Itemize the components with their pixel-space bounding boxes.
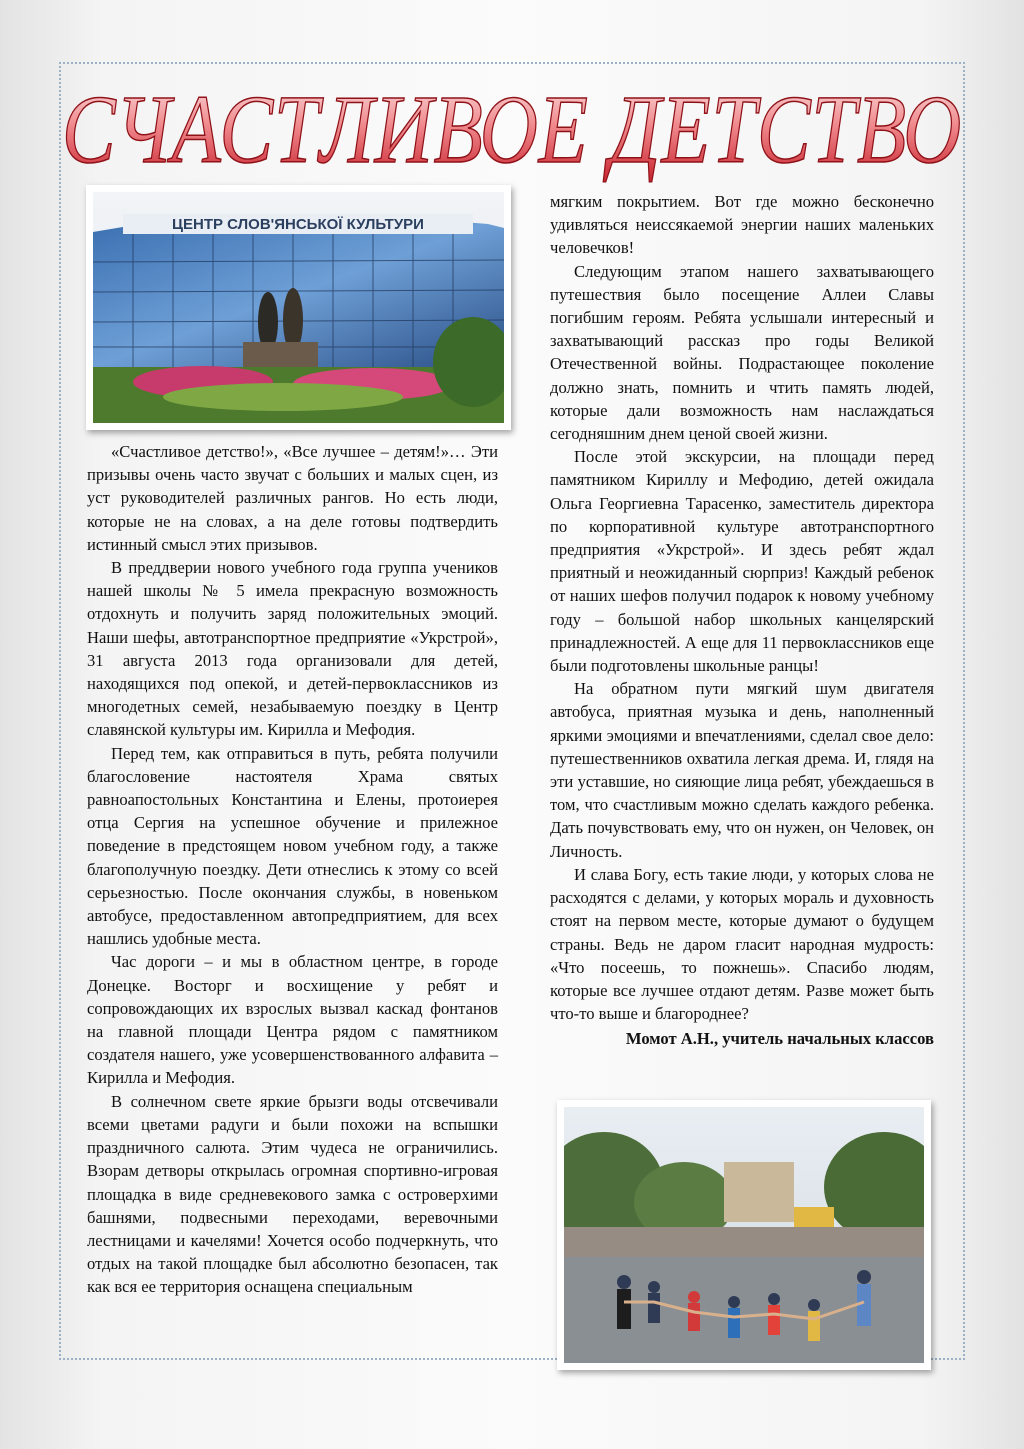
right-column — [550, 190, 934, 1051]
paragraph: В солнечном свете яркие брызги воды отсвечивали всеми цветами радуги и были похожи на вспышки праздничного салюта. Этим чудеса не ограничились. Взорам детворы открылась огромная спортивно-игровая площадка в виде средневекового замка с островерхими башнями, подвесными переходами, веревочными лестницами и качелями! Хочется особо подчеркнуть, что отдых на такой площадке был абсолютно безопасен, так как вся ее территория оснащена специальным — [87, 1091, 498, 1297]
paragraph: На обратном пути мягкий шум двигателя автобуса, приятная музыка и день, наполненный яркими эмоциями и впечатлениями, сделал свое дело: путешественников охватила легкая дрема. И, глядя на эти уставшие, но сияющие лица ребят, убеждаешься в том, что счастливым можно сделать каждого ребенка. Дать почувствовать ему, что он нужен, он Человек, он Личность. — [550, 679, 934, 861]
sign-text: ЦЕНТР СЛОВ'ЯНСЬКОЇ КУЛЬТУРИ — [172, 216, 424, 233]
left-column — [87, 440, 498, 1299]
paragraph: Час дороги – и мы в областном центре, в городе Донецке. Восторг и восхищение у ребят и сопровождающих их взрослых вызвал каскад фонтанов на главной площади Центра рядом с памятником создателя нашего, уже усовершенствованного алфавита – Кирилла и Мефодия. — [87, 952, 498, 1088]
title-text: СЧАСТЛИВОЕ ДЕТСТВО — [62, 76, 962, 184]
paragraph: После этой экскурсии, на площади перед памятником Кириллу и Мефодию, детей ожидала Ольга Георгиевна Тарасенко, заместитель директора по корпоративной культуре автотранспортного предприятия «Укрстрой». И здесь ребят ждал приятный и неожиданный сюрприз! Каждый ребенок от наших шефов получил подарок к новому учебному году – большой набор школьных канцелярский принадлежностей. А еще для 11 первоклассников еще были подготовлены школьные ранцы! — [550, 447, 934, 676]
paragraph: И слава Богу, есть такие люди, у которых слова не расходятся с делами, у которых мораль и духовность стоят на первом месте, которые думают о будущем страны. Ведь не даром гласит народная мудрость: «Что посеешь, то пожнешь». Спасибо людям, которые все лучшее отдают детям. Разве может быть что-то выше и благороднее? — [550, 864, 934, 1024]
photo-children-dancing — [557, 1100, 931, 1370]
paragraph: В преддверии нового учебного года группа учеников нашей школы № 5 имела прекрасную возможность отдохнуть и получить заряд положительных эмоций. Наши шефы, автотранспортное предприятие «Укрстрой», 31 августа 2013 года организовали для детей, находящихся под опекой, и детей-первоклассников из многодетных семей, незабываемую поездку в Центр славянской культуры им. Кирилла и Мефодия. — [87, 558, 498, 740]
paragraph: Перед тем, как отправиться в путь, ребята получили благословение настоятеля Храма святых равноапостольных Константина и Елены, протоиерея отца Сергия на успешное обучение и прилежное поведение в предстоящем новом учебном году, а также благополучную поездку. Дети отнеслись к этому со всей серьезностью. После окончания службы, в новеньком автобусе, предоставленном автопредприятием, для всех нашлись удобные места. — [87, 743, 498, 949]
signature: Момот А.Н., учитель начальных классов — [625, 1029, 934, 1049]
page-title — [0, 76, 1024, 186]
photo-culture-center — [86, 185, 511, 430]
paragraph: мягким покрытием. Вот где можно бесконечно удивляться неиссякаемой энергии наших маленьких человечков! — [550, 192, 934, 258]
paragraph: «Счастливое детство!», «Все лучшее – детям!»… Эти призывы очень часто звучат с больших и малых сцен, из уст руководителей различных рангов. Но есть люди, которые не на словах, а на деле готовы подтвердить истинный смысл этих призывов. — [87, 442, 498, 554]
paragraph: Следующим этапом нашего захватывающего путешествия было посещение Аллеи Славы погибшим героям. Ребята услышали интересный и захватывающий рассказ про годы Великой Отечественной войны. Подрастающее поколение должно знать, помнить и чтить память людей, которые дали возможность нам наслаждаться сегодняшним днем ценой своей жизни. — [550, 261, 934, 444]
